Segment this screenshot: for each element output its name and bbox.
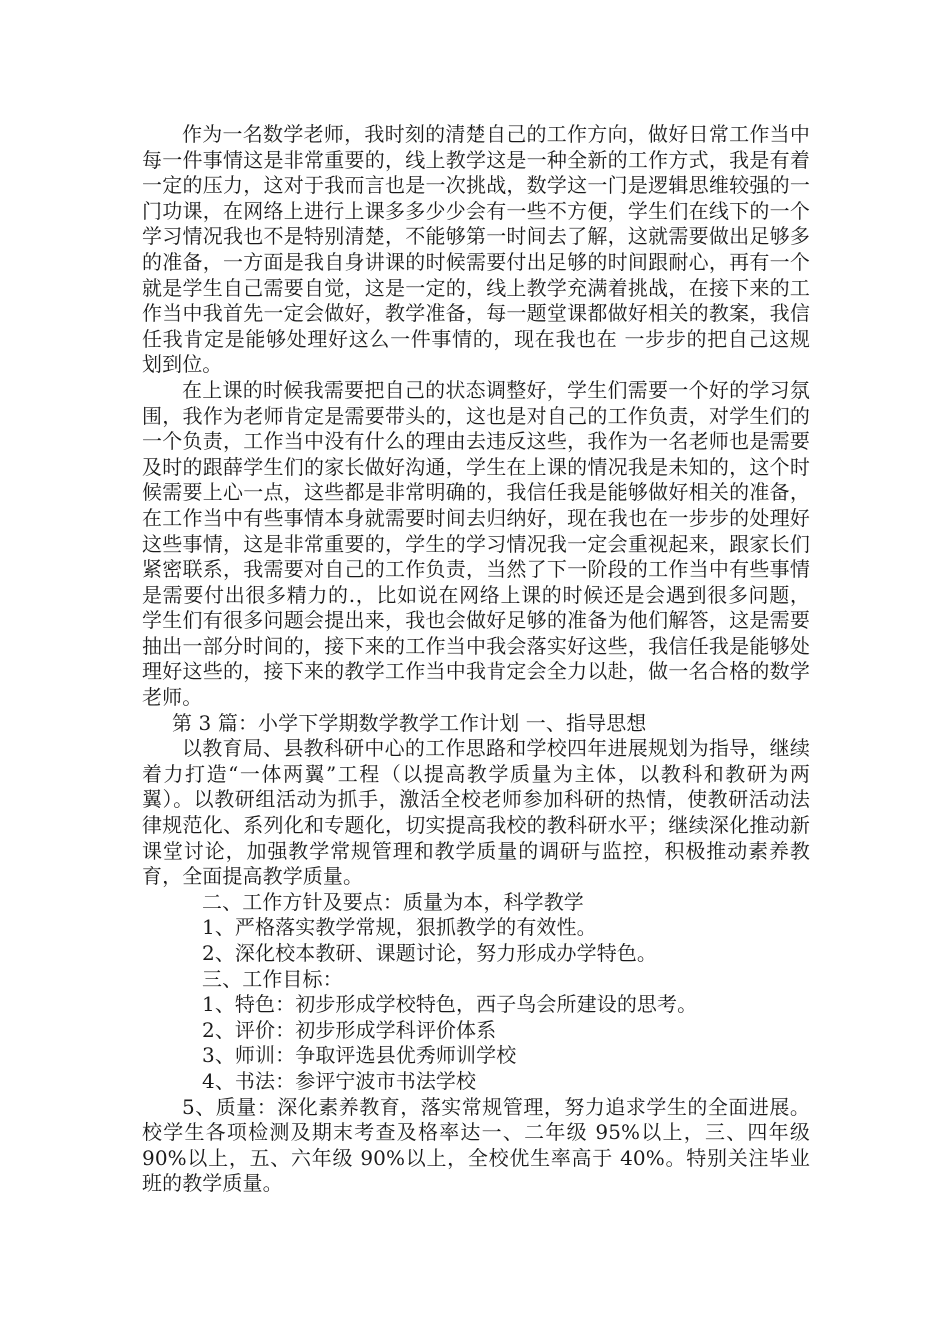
- list-item: 1、严格落实教学常规，狠抓教学的有效性。: [202, 915, 597, 940]
- list-item: 二、工作方针及要点：质量为本，科学教学: [202, 889, 584, 914]
- list-item: 三、工作目标：: [202, 966, 343, 991]
- section-heading-plan: 第 3 篇：小学下学期数学教学工作计划 一、指导思想: [172, 710, 647, 735]
- paragraph-quality-goal: 5、质量：深化素养教育，落实常规管理，努力追求学生的全面进展。校学生各项检测及期末考查及格率达一、二年级 95%以上，三、四年级 90%以上，五、六年级 90%以上，全校优生率高于 40%。特别关注毕业班的教学质量。: [142, 1094, 810, 1196]
- list-item: 3、师训：争取评选县优秀师训学校: [202, 1043, 517, 1068]
- paragraph-guiding-idea: 以教育局、县教科研中心的工作思路和学校四年进展规划为指导，继续着力打造“一体两翼”工程（以提高教学质量为主体，以教科和教研为两翼）。以教研组活动为抓手，激活全校老师参加科研的热情，使教研活动法律规范化、系列化和专题化，切实提高我校的教科研水平；继续深化推动新课堂讨论，加强教学常规管理和教学质量的调研与监控，积极推动素养教育，全面提高教学质量。: [142, 736, 810, 889]
- paragraph-online-teaching: 作为一名数学老师，我时刻的清楚自己的工作方向，做好日常工作当中每一件事情这是非常重要的，线上教学这是一种全新的工作方式，我是有着一定的压力，这对于我而言也是一次挑战，数学这一门是逻辑思维较强的一门功课，在网络上进行上课多多少少会有一些不方便，学生们在线下的一个学习情况我也不是特别清楚，不能够第一时间去了解，这就需要做出足够多的准备，一方面是我自身讲课的时候需要付出足够的时间跟耐心，再有一个就是学生自己需要自觉，这是一定的，线上教学充满着挑战，在接下来的工作当中我首先一定会做好，教学准备，每一题堂课都做好相关的教案，我信任我肯定是能够处理好这么一件事情的，现在我也在 一步步的把自己这规划到位。: [142, 122, 810, 377]
- list-item: 1、特色：初步形成学校特色，西子鸟会所建设的思考。: [202, 992, 698, 1017]
- document-page: [142, 122, 810, 1197]
- list-item: 2、深化校本教研、课题讨论，努力形成办学特色。: [202, 941, 658, 965]
- paragraph-class-state: 在上课的时候我需要把自己的状态调整好，学生们需要一个好的学习氛围，我作为老师肯定是需要带头的，这也是对自己的工作负责，对学生们的一个负责，工作当中没有什么的理由去违反这些，我作为一名老师也是需要及时的跟薛学生们的家长做好沟通，学生在上课的情况我是未知的，这个时候需要上心一点，这些都是非常明确的，我信任我是能够做好相关的准备，在工作当中有些事情本身就需要时间去归纳好，现在我也在一步步的处理好这些事情，这是非常重要的，学生的学习情况我一定会重视起来，跟家长们紧密联系，我需要对自己的工作负责，当然了下一阶段的工作当中有些事情是需要付出很多精力的.，比如说在网络上课的时候还是会遇到很多问题，学生们有很多问题会提出来，我也会做好足够的准备为他们解答，这是需要抽出一部分时间的，接下来的工作当中我会落实好这些，我信任我是能够处理好这些的，接下来的教学工作当中我肯定会全力以赴，做一名合格的数学老师。: [142, 377, 810, 710]
- list-item: 4、书法：参评宁波市书法学校: [202, 1068, 477, 1093]
- list-item: 2、评价：初步形成学科评价体系: [202, 1017, 497, 1042]
